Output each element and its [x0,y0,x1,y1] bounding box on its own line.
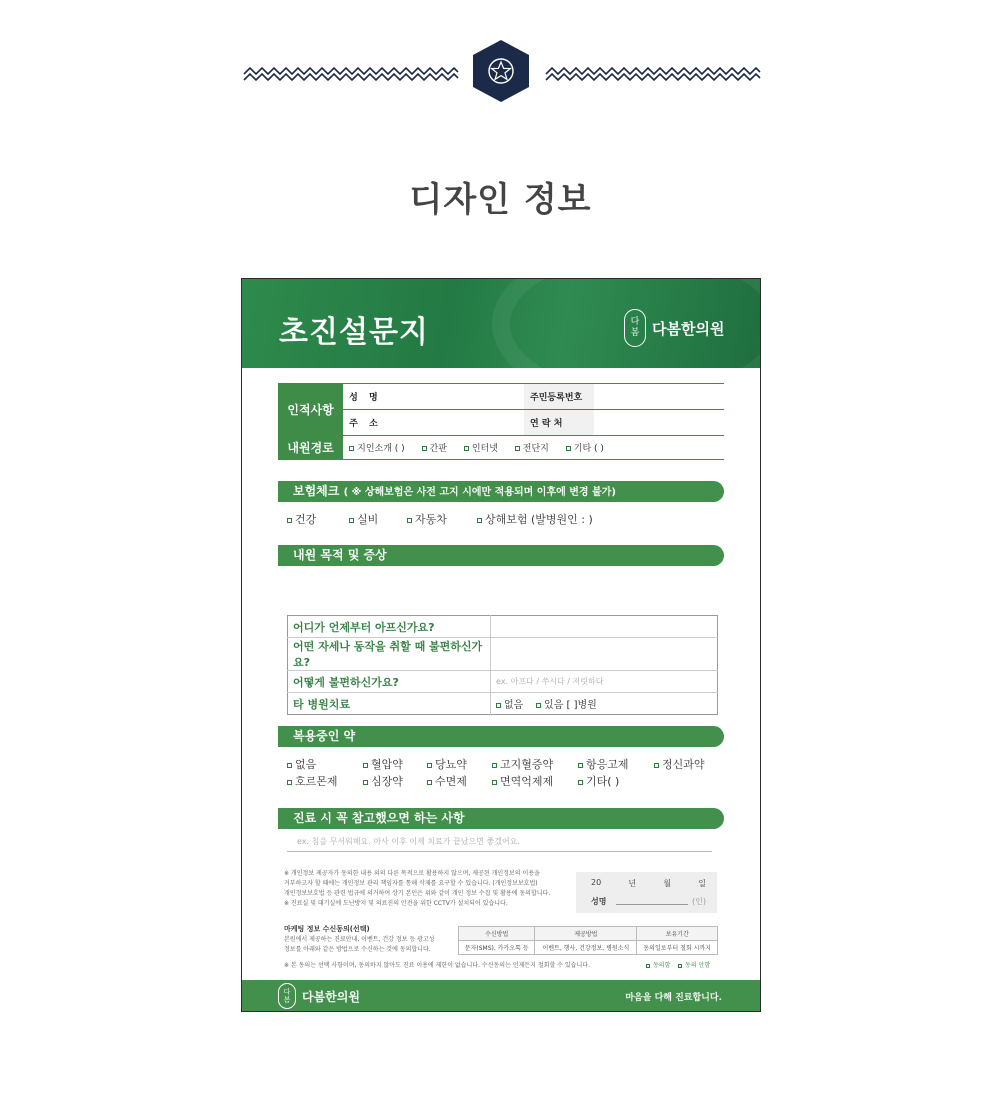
route-option-referral[interactable]: 지인소개 ( ) [349,444,405,454]
visit-route-label: 내원경로 [278,436,343,460]
med-option-anticoagulant[interactable]: 항응고제 [578,756,629,772]
other-hospital-options [491,693,718,715]
signature-box: 20 년 월 일 성명 (인) [576,872,717,913]
question-row [288,616,718,638]
marketing-description: 본원에서 제공하는 진료안내, 이벤트, 건강 정보 등 광고성 정보를 아래와 같은 방법으로 수신하는 것에 동의합니다. [284,936,435,953]
marketing-table: 수신방법 제공방법 보유기간 문자(SMS), 카카오톡 등 이벤트, 행사, 건강정보, 병원소식 동의일로부터 철회 시까지 [458,926,718,955]
signature-field[interactable] [616,896,688,905]
route-option-sign[interactable]: 간판 [422,444,447,454]
right-zigzag-decoration [546,68,760,80]
questionnaire-document [241,278,761,1012]
remarks-title: 진료 시 꼭 참고했으면 하는 사항 [293,811,465,825]
route-option-other[interactable]: 기타 ( ) [566,444,604,454]
answer-field[interactable] [491,638,718,671]
document-title: 초진설문지 [279,315,429,350]
symptom-question-table [287,615,718,715]
insurance-option-indemnity[interactable]: 실비 [349,511,378,527]
med-option-cardiac[interactable]: 심장약 [363,773,403,789]
footer-slogan: 마음을 다해 진료합니다. [625,993,722,1003]
med-option-sleep[interactable]: 수면제 [427,773,467,789]
question-label: 어떻게 불편하신가요? [288,671,491,693]
route-option-internet[interactable]: 인터넷 [464,444,498,454]
insurance-title: 보험체크 [293,484,340,498]
marketing-consent-options [646,960,710,969]
med-option-cholesterol[interactable]: 고지혈증약 [492,756,553,772]
insurance-options [287,511,727,527]
answer-field[interactable]: ex. 아프다 / 쑤시다 / 저릿하다 [491,671,718,693]
contact-field[interactable] [594,410,724,436]
insurance-option-auto[interactable]: 자동차 [407,511,447,527]
question-label: 타 병원치료 [288,693,491,715]
question-row [288,638,718,671]
clinic-logo-icon: 다 봄 [624,309,646,347]
sign-name-label: 성명 [591,897,607,906]
contact-label: 연 락 처 [524,410,594,436]
med-option-immuno[interactable]: 면역억제제 [492,773,553,789]
insurance-note: ( ※ 상해보험은 사전 고지 시에만 적용되며 이후에 변경 불가) [343,487,616,498]
rrn-field[interactable] [594,384,724,410]
purpose-section-bar [278,545,724,566]
rrn-label: 주민등록번호 [524,384,594,410]
privacy-notice: ※ 개인정보 제공자가 동의한 내용 외의 다른 목적으로 활용하지 않으며, 제공된 개인정보의 이용을 거부하고자 할 때에는 개인정보 관리 책임자를 통해 삭제를 요구할 수 있습니다. (개인정보보호법) 개인정보보호법 등 관련 법규에 의거하여 상기 본인은 위와 같이 개인 정보 수집 및 활용에 동의합니다. ※ 진료실 및 대기실에 도난방지 및 의료진의 안전을 위한 CCTV가 설치되어 있습니다. [284,870,551,907]
marketing-title: 마케팅 정보 수신동의(선택) [284,925,370,933]
marketing-note: ※ 본 동의는 선택 사항이며, 동의하지 않아도 진료 이용에 제한이 없습니다. 수신동의는 언제든지 철회할 수 있습니다. [284,962,590,969]
clinic-brand [624,309,724,347]
other-hospital-none[interactable]: 없음 [496,700,523,711]
document-footer [242,980,760,1011]
page-heading: 디자인 정보 [409,180,592,220]
header-ornament [0,38,1001,104]
identity-label: 인적사항 [278,384,343,436]
med-option-other[interactable]: 기타( ) [578,773,619,789]
medication-title: 복용중인 약 [293,729,356,743]
question-label: 어디가 언제부터 아프신가요? [288,616,491,638]
remarks-field[interactable]: ex. 침을 무서워해요. 아사 이후 이제 치료가 끝났으면 좋겠어요. [287,836,712,852]
question-label: 어떤 자세나 동작을 취할 때 불편하신가요? [288,638,491,671]
address-field[interactable] [394,410,524,436]
answer-field[interactable] [491,616,718,638]
consent-agree[interactable]: 동의함 [646,962,670,969]
insurance-section-bar [278,481,724,502]
hexagon-badge [473,40,529,102]
route-option-flyer[interactable]: 전단지 [515,444,549,454]
medication-section-bar [278,726,724,747]
insurance-option-injury[interactable]: 상해보험 (발병원인 : ) [477,511,593,527]
address-label: 주 소 [343,410,394,436]
other-hospital-yes[interactable]: 있음 [ ]병원 [536,700,597,711]
consent-disagree[interactable]: 동의 안함 [678,962,710,969]
name-label: 성 명 [343,384,394,410]
left-zigzag-decoration [244,68,458,80]
purpose-title: 내원 목적 및 증상 [293,548,387,562]
footer-clinic-name: 다봄한의원 [302,989,360,1004]
visit-route-options [343,436,724,460]
med-option-hormone[interactable]: 호르몬제 [287,773,338,789]
identity-table [278,383,724,460]
insurance-option-health[interactable]: 건강 [287,511,316,527]
footer-logo-icon: 다 봄 [278,983,296,1009]
clinic-name: 다봄한의원 [652,319,725,338]
sign-year[interactable]: 20 [591,878,602,887]
med-option-none[interactable]: 없음 [287,756,316,772]
name-field[interactable] [394,384,524,410]
med-option-bp[interactable]: 혈압약 [363,756,403,772]
question-row [288,693,718,715]
med-option-diabetes[interactable]: 당뇨약 [427,756,467,772]
document-header [242,279,760,368]
med-option-psychiatric[interactable]: 정신과약 [654,756,705,772]
footer-brand [278,983,360,1009]
question-row [288,671,718,693]
remarks-section-bar [278,808,724,829]
